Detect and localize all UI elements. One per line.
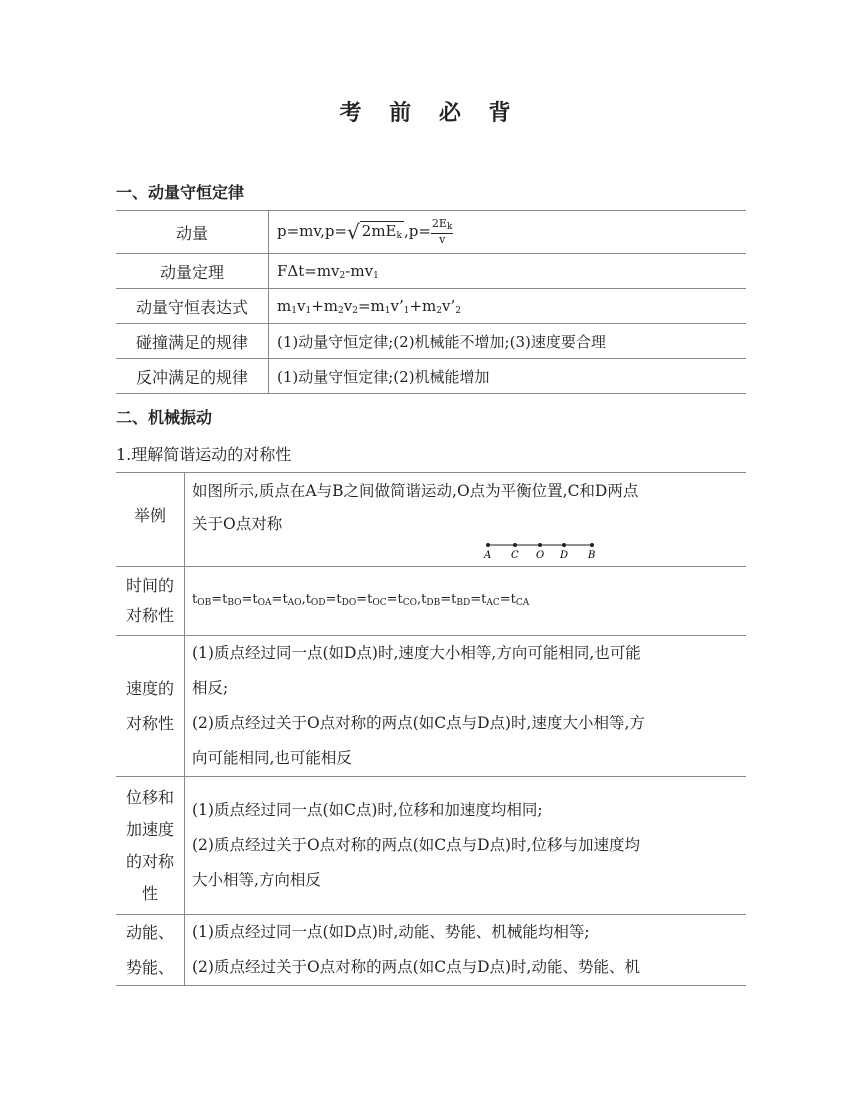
formula-subscript: 2 — [436, 305, 442, 316]
point-label: B — [588, 550, 596, 561]
label-line: 加速度 — [125, 819, 174, 839]
formula-text: 2mE — [361, 222, 397, 240]
text-line: 向可能相同,也可能相反 — [192, 749, 352, 767]
row-label — [116, 915, 185, 986]
formula-text: =t — [386, 591, 403, 607]
label-line: 对称性 — [125, 606, 174, 625]
text-line: (1)质点经过同一点(如D点)时,速度大小相等,方向可能相同,也可能 — [192, 644, 641, 662]
row-value — [185, 915, 747, 986]
formula-subscript: DB — [426, 597, 441, 608]
table-row — [116, 359, 746, 394]
formula-text: v’ — [390, 296, 404, 315]
point-label: C — [511, 550, 519, 561]
row-label: 反冲满足的规律 — [116, 359, 269, 394]
formula-subscript: OD — [310, 597, 326, 608]
page-title: 考 前 必 背 — [339, 101, 521, 126]
row-value — [185, 473, 747, 567]
point-label: O — [536, 550, 545, 561]
text-line: (2)质点经过关于O点对称的两点(如C点与D点)时,速度大小相等,方 — [192, 714, 645, 732]
formula-text: +m — [311, 296, 338, 315]
row-value — [269, 289, 747, 324]
formula-subscript: 1 — [384, 305, 391, 316]
formula-text: p=mv,p= — [277, 222, 348, 240]
row-value — [185, 636, 747, 777]
label-line: 性 — [141, 883, 158, 903]
momentum-table — [116, 210, 746, 394]
formula-text: ,t — [417, 591, 427, 607]
formula-text: +m — [409, 296, 437, 315]
formula-text: ,p= — [403, 222, 431, 240]
formula-subscript: 1 — [291, 305, 297, 316]
text-line: (2)质点经过关于O点对称的两点(如C点与D点)时,位移与加速度均 — [192, 836, 640, 854]
example-line-1: 如图所示,质点在A与B之间做简谐运动,O点为平衡位置,C和D两点 — [192, 482, 639, 500]
formula-subscript: k — [396, 231, 402, 241]
label-line: 位移和 — [125, 787, 174, 807]
formula-text: =t — [356, 591, 373, 607]
formula-text: =t — [271, 591, 288, 607]
row-label — [116, 777, 185, 915]
row-value: (1)动量守恒定律;(2)机械能增加 — [269, 359, 747, 394]
formula-subscript: OB — [197, 597, 212, 608]
formula-subscript: OA — [257, 597, 272, 608]
formula-text: v’ — [441, 296, 456, 315]
symmetry-table — [116, 472, 746, 986]
table-row — [116, 211, 746, 254]
fraction-denominator: v — [439, 233, 446, 246]
table-row — [116, 473, 746, 567]
formula-text: =t — [325, 591, 342, 607]
formula-text: v — [296, 296, 306, 315]
formula-text: -mv — [345, 261, 374, 280]
label-line: 时间的 — [125, 576, 174, 595]
fraction-numerator: 2E — [431, 217, 447, 230]
formula-text: ,t — [301, 591, 311, 607]
row-label: 动量守恒表达式 — [116, 289, 269, 324]
formula-text: =t — [440, 591, 457, 607]
row-label: 动量 — [116, 211, 269, 254]
formula-text: v — [343, 296, 353, 315]
point-a-dot — [486, 543, 490, 547]
text-line: (2)质点经过关于O点对称的两点(如C点与D点)时,动能、势能、机 — [192, 958, 640, 976]
sqrt-body — [360, 221, 404, 241]
formula-text: =t — [499, 591, 516, 607]
formula-text: m — [277, 296, 292, 315]
table-row — [116, 777, 746, 915]
formula-subscript: 1 — [305, 305, 312, 316]
subheading-symmetry: 1.理解简谐运动的对称性 — [116, 445, 292, 464]
table-row — [116, 289, 746, 324]
formula-subscript: 2 — [337, 305, 344, 316]
formula-subscript: BD — [456, 597, 471, 608]
row-label — [116, 636, 185, 777]
formula-subscript: 1 — [403, 305, 410, 316]
formula-text: =m — [357, 296, 385, 315]
time-symmetry-formula — [192, 592, 529, 607]
row-label: 举例 — [116, 473, 185, 567]
formula-subscript: DO — [341, 597, 357, 608]
formula-text: =t — [470, 591, 487, 607]
formula-subscript: 2 — [339, 270, 346, 281]
point-label: A — [484, 550, 492, 561]
text-line: (1)质点经过同一点(如C点)时,位移和加速度均相同; — [192, 801, 543, 819]
formula-subscript: 2 — [455, 305, 461, 316]
row-value — [185, 777, 747, 915]
row-label: 碰撞满足的规律 — [116, 324, 269, 359]
point-d-dot — [562, 543, 566, 547]
formula-text: =t — [211, 591, 228, 607]
row-value — [269, 211, 747, 254]
fraction — [431, 218, 454, 246]
formula-text: t — [192, 591, 198, 607]
label-line: 的对称 — [125, 851, 174, 871]
row-label — [116, 567, 185, 636]
table-row — [116, 254, 746, 289]
text-line: 相反; — [192, 679, 229, 697]
formula-text: FΔt=mv — [277, 261, 340, 280]
row-value — [269, 254, 747, 289]
row-value: (1)动量守恒定律;(2)机械能不增加;(3)速度要合理 — [269, 324, 747, 359]
text-line: (1)质点经过同一点(如D点)时,动能、势能、机械能均相等; — [192, 923, 590, 941]
table-row — [116, 324, 746, 359]
table-row — [116, 915, 746, 986]
example-line-2: 关于O点对称 — [192, 515, 283, 533]
point-o-dot — [538, 543, 542, 547]
formula-subscript: OC — [372, 597, 387, 608]
formula-subscript: 2 — [352, 305, 358, 316]
formula-subscript: BO — [227, 597, 242, 608]
label-line: 对称性 — [125, 714, 174, 733]
label-line: 速度的 — [125, 679, 174, 698]
table-row — [116, 636, 746, 777]
label-line: 势能、 — [125, 958, 174, 977]
label-line: 动能、 — [125, 923, 174, 942]
section-heading-momentum: 一、动量守恒定律 — [116, 183, 245, 202]
formula-text: =t — [241, 591, 258, 607]
formula-subscript: AC — [486, 597, 500, 608]
row-value — [185, 567, 747, 636]
formula-subscript: AO — [287, 597, 302, 608]
formula-subscript: 1 — [373, 270, 379, 281]
point-c-dot — [513, 543, 517, 547]
row-label: 动量定理 — [116, 254, 269, 289]
point-label: D — [560, 550, 569, 561]
sqrt-icon: √ — [347, 220, 360, 244]
section-heading-vibration: 二、机械振动 — [116, 408, 213, 427]
text-line: 大小相等,方向相反 — [192, 871, 321, 889]
formula-subscript: k — [446, 222, 453, 232]
formula-subscript: CA — [515, 597, 530, 608]
formula-subscript: CO — [402, 597, 418, 608]
point-b-dot — [590, 543, 594, 547]
table-row — [116, 567, 746, 636]
oscillation-line-diagram — [192, 539, 712, 561]
